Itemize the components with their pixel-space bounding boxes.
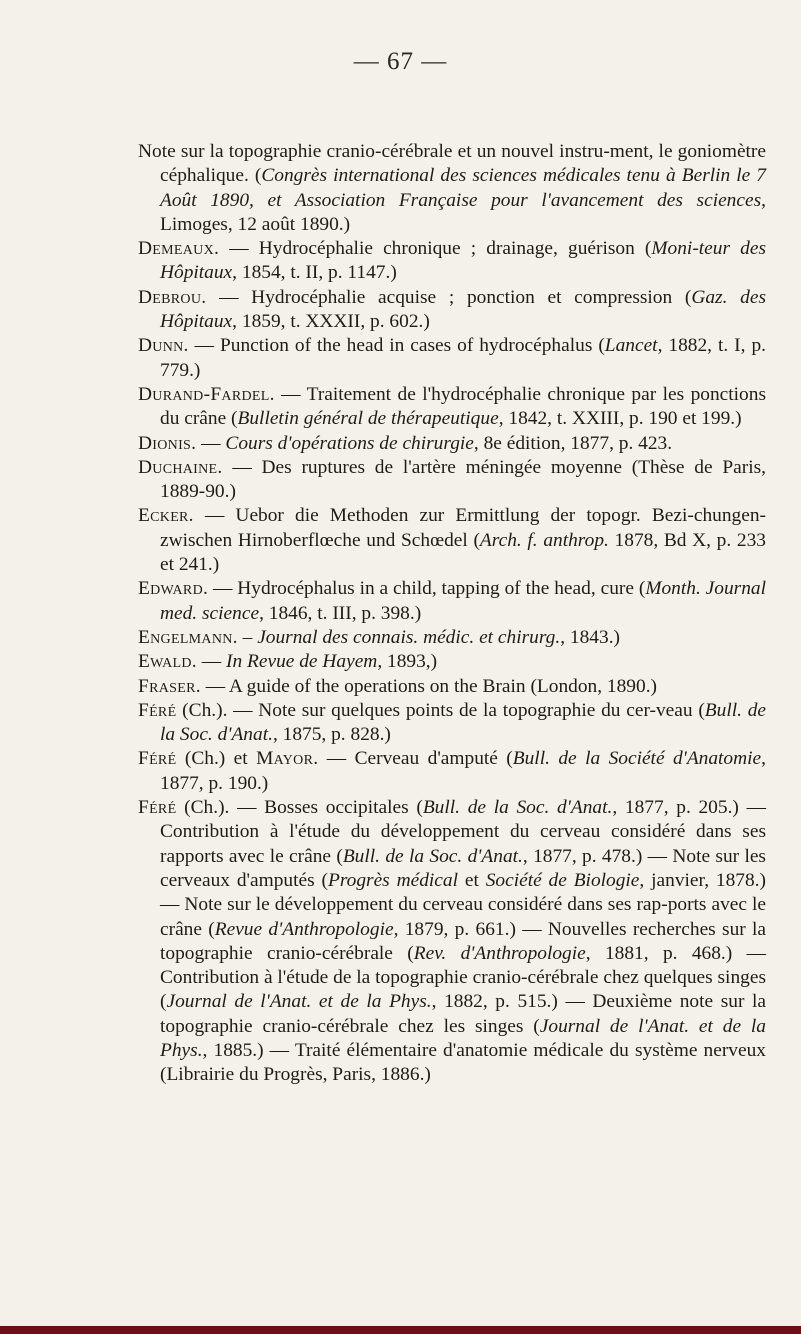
entry-text: — Punction of the head in cases of hydrocéphalus ( (188, 335, 605, 357)
entry-author: Edward. (138, 578, 209, 600)
bibliography-entry (138, 456, 766, 505)
entry-source-title: Lancet (604, 335, 658, 357)
entry-text: , 8e édition, 1877, p. 423. (473, 432, 673, 454)
bibliography-entry (138, 577, 766, 626)
entry-author: Féré (138, 797, 177, 819)
entry-text: , 1885.) — Traité élémentaire d'anatomie médicale du système nerveux (Librairie du Progrès, Paris, 1886.) (160, 1039, 766, 1086)
entry-text: , 1882, p. 515.) — Deuxième note sur la topographie cranio-cérébrale chez les singes ( (160, 991, 766, 1037)
entry-source-title: Bull. de la Soc. d'Anat. (422, 797, 613, 819)
entry-text: , 1877, p. 190.) (160, 748, 766, 794)
entry-source-title: Moni-teur des Hôpitaux (160, 238, 766, 284)
entry-source-title: Bulletin général de thérapeutique (237, 408, 499, 430)
entry-text: — (196, 651, 227, 673)
bibliography-entry (138, 747, 766, 796)
entry-text: (Ch.) et (176, 748, 257, 770)
entry-text: , 1882, t. I, p. 779.) (160, 335, 766, 381)
entry-source-title: Bull. de la Soc. d'Anat. (342, 845, 523, 867)
entry-text: , 1854, t. II, p. 1147.) (232, 262, 397, 284)
entry-text: — Traitement de l'hydrocéphalie chronique par les ponctions du crâne ( (160, 383, 766, 430)
entry-text: , 1881, p. 468.) — Contribution à l'étude de la topographie cranio-cérébrale chez quelques singes ( (160, 942, 766, 1013)
entry-text: — A guide of the operations on the Brain (London, 1890.) (200, 675, 658, 697)
entry-text: (Ch.). — Bosses occipitales ( (176, 797, 423, 819)
bibliography-entry (138, 504, 766, 577)
bibliography-entry (138, 237, 766, 286)
entry-text: , 1859, t. XXXII, p. 602.) (232, 311, 430, 333)
entry-author: Engelmann. (138, 626, 238, 648)
entry-text: — Hydrocéphalus in a child, tapping of the head, cure ( (208, 578, 646, 600)
bibliography-entry (138, 650, 766, 674)
entry-text: — Hydrocéphalie chronique ; drainage, guérison ( (219, 238, 652, 260)
entry-source-title: Journal des connais. médic. et chirurg. (257, 626, 561, 648)
entry-author: Ecker. (138, 505, 194, 527)
entry-source-title: Cours d'opérations de chirurgie (225, 432, 474, 454)
entry-text: Note sur la topographie cranio-cérébrale et un nouvel instru-ment, le goniomètre céphalique. ( (138, 141, 766, 187)
bibliography-entry (138, 140, 766, 237)
entry-text: , 1843.) (560, 626, 621, 648)
entry-text: — Uebor die Methoden zur Ermittlung der topogr. Bezi-chungen-zwischen Hirnoberflœche und Schœdel ( (160, 505, 766, 551)
bibliography-entry (138, 286, 766, 335)
entry-source-title: Month. Journal med. science (160, 578, 766, 624)
entry-text: (Ch.). — Note sur quelques points de la topographie du cer-veau ( (176, 699, 705, 721)
entry-source-title: Arch. f. anthrop. (479, 529, 609, 551)
bibliography-entry (138, 796, 766, 1088)
entry-source-title: Société de Biologie (485, 869, 640, 891)
entry-author: Debrou. (138, 286, 207, 308)
entry-source-title: Revue d'Anthropologie (214, 918, 394, 940)
entry-author: Dunn. (138, 335, 189, 357)
entry-author: Dionis. (138, 432, 197, 454)
entry-text: — Des ruptures de l'artère méningée moyenne (Thèse de Paris, 1889-90.) (160, 456, 766, 503)
entry-text: — Cerveau d'amputé ( (318, 748, 513, 770)
entry-author: Féré (138, 699, 177, 721)
page-bottom-rule (0, 1326, 801, 1334)
entry-text: , 1875, p. 828.) (272, 724, 391, 746)
bibliography-entry (138, 626, 766, 650)
bibliography-entry (138, 675, 766, 699)
entry-text: — Hydrocéphalie acquise ; ponction et compression ( (206, 286, 692, 308)
entry-text: , 1842, t. XXIII, p. 190 et 199.) (498, 408, 742, 430)
entry-source-title: Congrès international des sciences médicales tenu à Berlin le 7 Août 1890, et Association Française pour l'avancement des sciences (160, 165, 766, 211)
entry-source-title: Bull. de la Soc. d'Anat. (160, 699, 767, 746)
entry-source-title: Rev. d'Anthropologie (413, 942, 586, 964)
entry-source-title: Journal de l'Anat. et de la Phys. (160, 1015, 766, 1061)
entry-author: Féré (138, 748, 177, 770)
entry-author: Ewald. (138, 651, 197, 673)
entry-author: Duchaine. (138, 456, 223, 478)
entry-text: , Limoges, 12 août 1890.) (160, 189, 766, 235)
entry-author: Fraser. (138, 675, 201, 697)
entry-source-title: Progrès médical (327, 869, 458, 891)
entry-text: , janvier, 1878.) — Note sur le développement du cerveau considéré dans ses rap-ports avec le crâne ( (160, 869, 766, 940)
entry-text: 1878, Bd X, p. 233 et 241.) (160, 529, 766, 576)
entry-author: Mayor. (256, 748, 319, 770)
page-number: — 67 — (353, 48, 448, 75)
entry-author: Durand-Fardel. (138, 383, 275, 405)
entry-source-title: Bull. de la Société d'Anatomie (512, 748, 762, 770)
entry-text: , 1879, p. 661.) — Nouvelles recherches sur la topographie cranio-cérébrale ( (160, 918, 767, 964)
entry-text: , 1877, p. 478.) — Note sur les cerveaux d'amputés ( (160, 845, 766, 891)
entry-author: Demeaux. (138, 238, 220, 260)
bibliography-entry (138, 699, 766, 748)
entry-source-title: Gaz. des Hôpitaux (160, 286, 766, 333)
entry-text: – (237, 626, 258, 648)
entry-source-title: In Revue de Hayem (226, 651, 378, 673)
bibliography-entry (138, 432, 766, 456)
entry-text: , 1877, p. 205.) — Contribution à l'étude du développement du cerveau considéré dans ses rapports avec le crâne ( (160, 797, 766, 867)
entry-source-title: Journal de l'Anat. et de la Phys. (166, 991, 432, 1013)
bibliography-list (138, 140, 766, 1088)
entry-text: — (196, 432, 226, 454)
bibliography-entry (138, 383, 766, 432)
entry-text: , 1846, t. III, p. 398.) (259, 602, 422, 624)
entry-text: et (457, 869, 486, 891)
entry-text: , 1893,) (377, 651, 438, 673)
bibliography-entry (138, 334, 766, 383)
